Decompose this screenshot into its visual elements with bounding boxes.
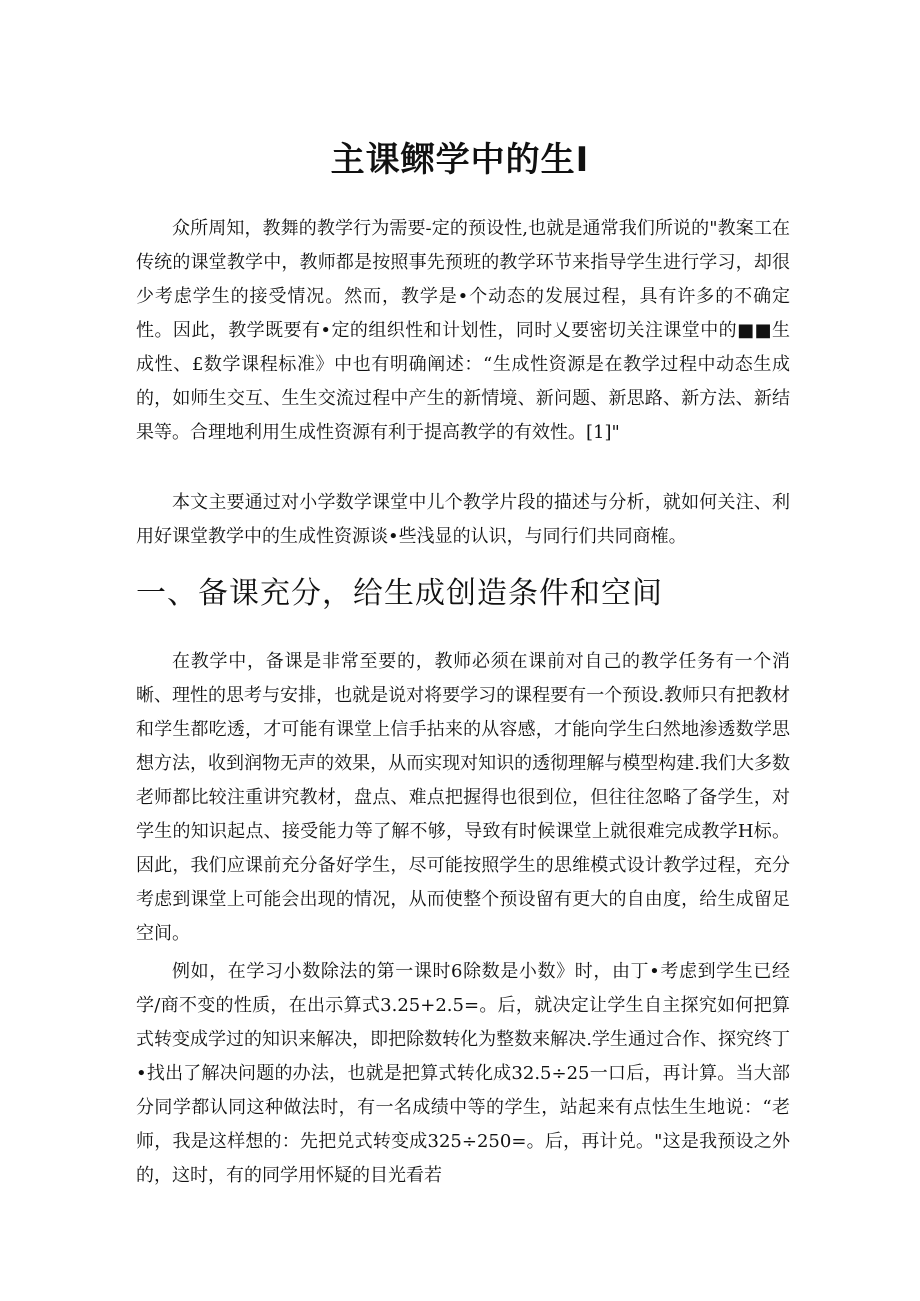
intro-paragraph-2: 本文主要通过对小学数学课堂中儿个教学片段的描述与分析，就如何关注、利用好课堂教学中的生成性资源谈•些浅显的认识，与同行们共同商榷。 [136,492,790,547]
section-paragraph-2: 例如，在学习小数除法的第一课时6除数是小数》时，由丁•考虑到学生已经学/商不变的性质，在出示算式3.25+2.5=。后，就决定让学生自主探究如何把算式转变成学过的知识来解决，即把除数转化为整数来解决.学生通过合作、探究终丁•找出了解决问题的办法，也就是把算式转化成32.5÷25一口后，再计算。当大部分同学都认同这种做法时，有一名成绩中等的学生，站起来有点怯生生地说：“老师，我是这样想的：先把兑式转变成325÷250=。后，再计兑。"这是我预设之外的，这时，有的同学用怀疑的目光看若 [136,961,790,1186]
document-title: 主课鳏学中的生I [330,140,590,180]
section-heading: 一、备课充分，给生成创造条件和空间 [136,576,663,611]
section-paragraph-1: 在教学中，备课是非常至要的，教师必须在课前对自己的教学任务有一个消晰、理性的思考与安排，也就是说对将要学习的课程要有一个预设.教师只有把教材和学生都吃透，才可能有课堂上信手拈来的从容感，才能向学生臼然地渗透数学思想方法，收到润物无声的效果，从而实现对知识的透彻理解与模型构建.我们大多数老师都比较注重讲究教材，盘点、难点把握得也很到位，但往往忽略了备学生，对学生的知识起点、接受能力等了解不够，导致有时候课堂上就很难完成教学H标。因此，我们应课前充分备好学生，尽可能按照学生的思维模式设计教学过程，充分考虑到课堂上可能会出现的情况，从而使整个预设留有更大的自由度，给生成留足空间。 [136,651,790,944]
intro-paragraph-1: 众所周知，教舞的教学行为需要-定的预设性,也就是通常我们所说的"教案工在传统的课堂教学中，教师都是按照事先预班的教学环节来指导学生进行学习，却很少考虑学生的接受情况。然而，教学是•个动态的发展过程，具有许多的不确定性。因此，教学既要有•定的组织性和计划性，同时乂要密切关注课堂中的■■生成性、£数学课程标准》中也有明确阐述：“生成性资源是在教学过程中动态生成的，如师生交互、生生交流过程中产生的新情境、新问题、新思路、新方法、新结果等。合理地利用生成性资源有利于提高教学的有效性。[1]" [136,218,790,443]
